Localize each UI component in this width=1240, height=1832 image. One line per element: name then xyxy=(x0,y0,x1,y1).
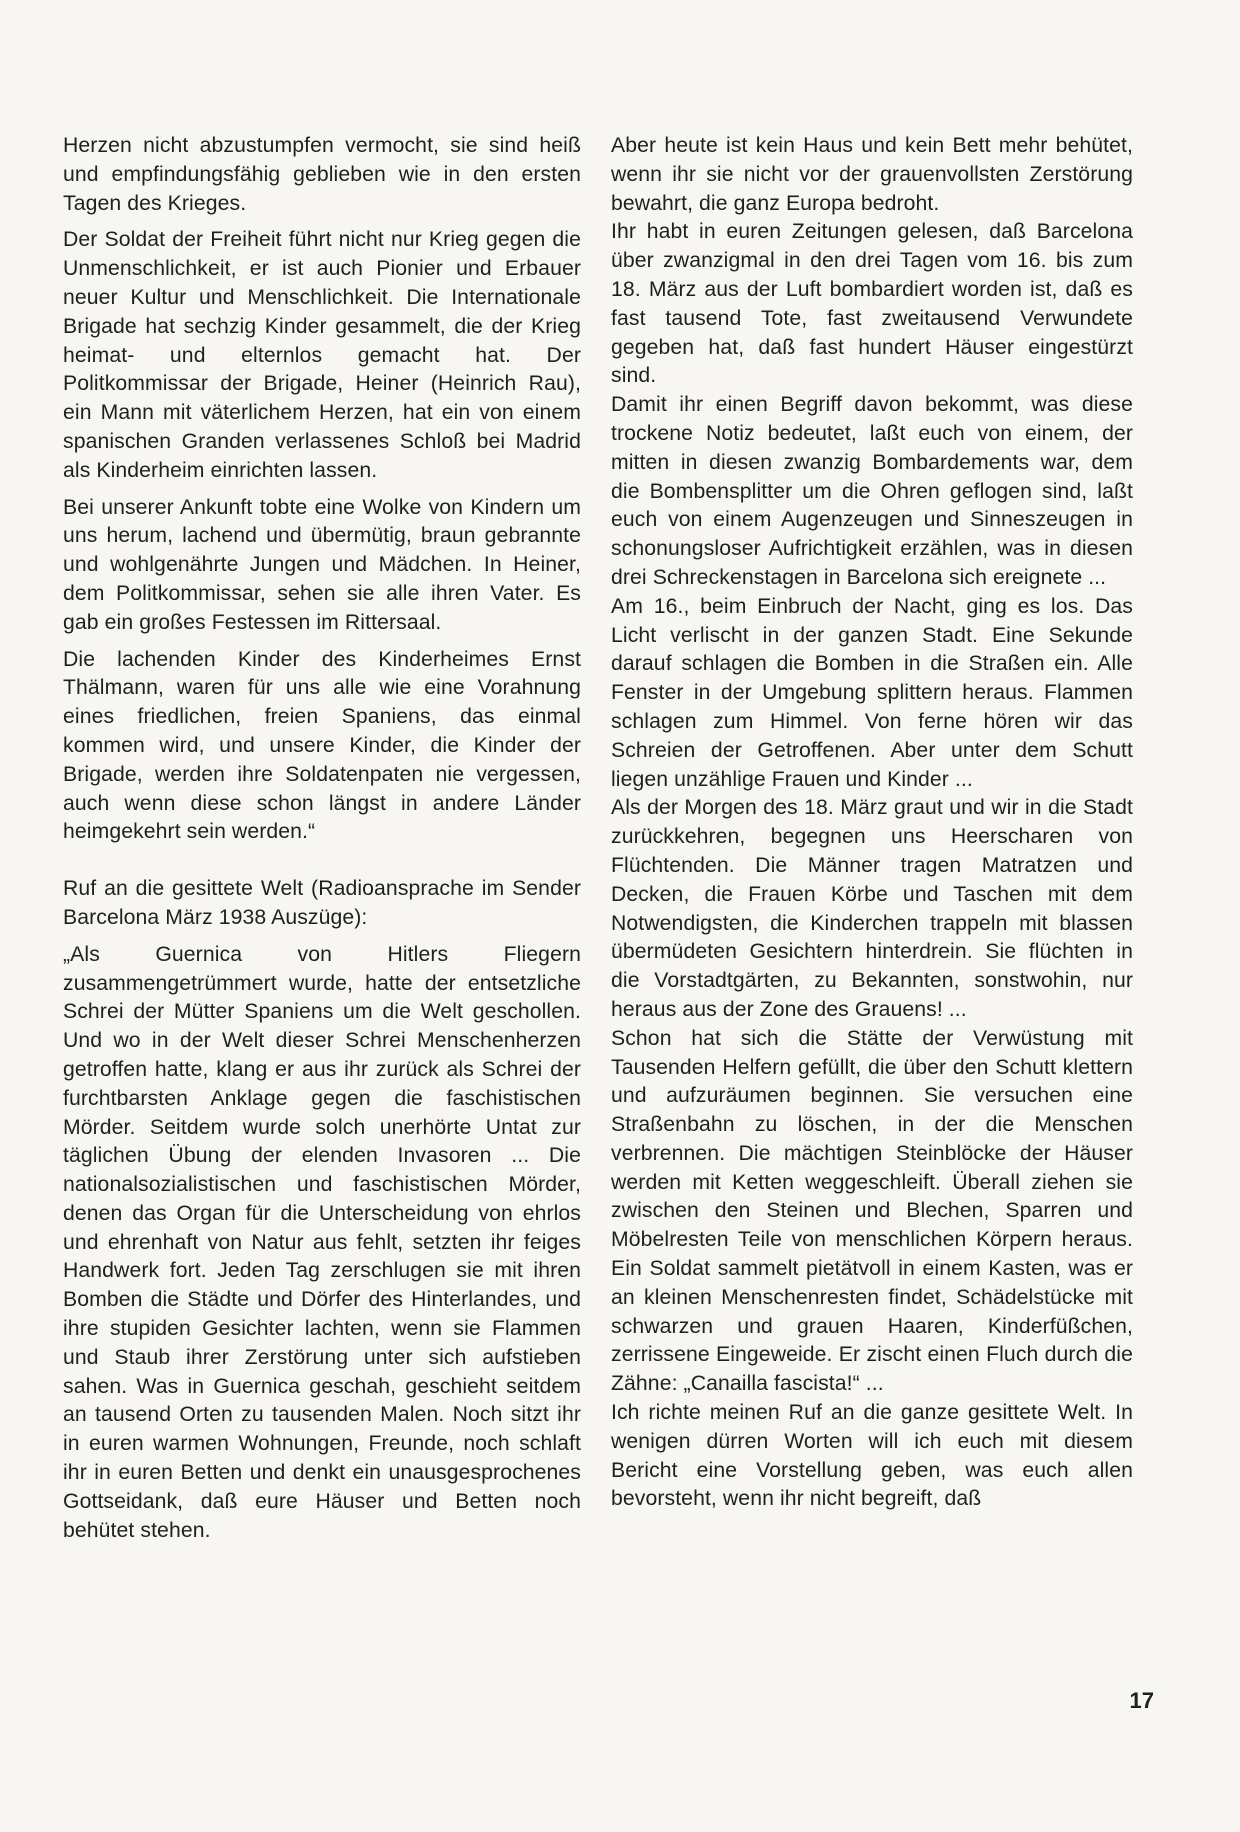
left-column xyxy=(63,132,581,1545)
paragraph: „Als Guernica von Hitlers Fliegern zusammengetrümmert wurde, hatte der entsetzliche Schrei der Mütter Spaniens um die Welt geschollen. Und wo in der Welt dieser Schrei Menschenherzen getroffen hatte, klang er aus ihr zurück als Schrei der furchtbarsten Anklage gegen die faschistischen Mörder. Seitdem wurde solch unerhörte Untat zur täglichen Übung der elenden Invasoren ... Die nationalsozialistischen und faschistischen Mörder, denen das Organ für die Unterscheidung von ehrlos und ehrenhaft von Natur aus fehlt, setzten ihr feiges Handwerk fort. Jeden Tag zerschlugen sie mit ihren Bomben die Städte und Dörfer des Hinterlandes, und ihre stupiden Gesichter lachten, wenn sie Flammen und Staub ihrer Zerstörung unter sich aufstieben sahen. Was in Guernica geschah, geschieht seitdem an tausend Orten zu tausenden Malen. Noch sitzt ihr in euren warmen Wohnungen, Freunde, noch schlaft ihr in euren Betten und denkt ein unausgesprochenes Gottseidank, daß eure Häuser und Betten noch behütet stehen. xyxy=(63,942,581,1542)
paragraph: Herzen nicht abzustumpfen vermocht, sie sind heiß und empfindungsfähig geblieben wie in den ersten Tagen des Krieges. xyxy=(63,134,581,215)
paragraph: Die lachenden Kinder des Kinderheimes Ernst Thälmann, waren für uns alle wie eine Vorahnung eines friedlichen, freien Spaniens, das einmal kommen wird, und unsere Kinder, die Kinder der Brigade, werden ihre Soldatenpaten nie vergessen, auch wenn diese schon längst in andere Länder heimgekehrt sein werden.“ xyxy=(63,647,581,844)
paragraph: Ihr habt in euren Zeitungen gelesen, daß Barcelona über zwanzigmal in den drei Tagen vom 16. bis zum 18. März aus der Luft bombardiert worden ist, daß es fast tausend Tote, fast zweitausend Verwundete gegeben hat, daß fast hundert Häuser eingestürzt sind. xyxy=(611,220,1133,388)
paragraph: Damit ihr einen Begriff davon bekommt, was diese trockene Notiz bedeutet, laßt euch von einem, der mitten in diesen zwanzig Bombardements war, dem die Bombensplitter um die Ohren geflogen sind, laßt euch von einem Augenzeugen und Sinneszeugen in schonungsloser Aufrichtigkeit erzählen, was in diesen drei Schreckenstagen in Barcelona sich ereignete ... xyxy=(611,393,1133,589)
paragraph: Der Soldat der Freiheit führt nicht nur Krieg gegen die Unmenschlichkeit, er ist auch Pionier und Erbauer neuer Kultur und Menschlichkeit. Die Internationale Brigade hat sechzig Kinder gesammelt, die der Krieg heimat- und elternlos gemacht hat. Der Politkommissar der Brigade, Heiner (Heinrich Rau), ein Mann mit väterlichem Herzen, hat ein von einem spanischen Granden verlassenes Schloß bei Madrid als Kinderheim einrichten lassen. xyxy=(63,228,581,482)
page-number: 17 xyxy=(1129,1688,1154,1713)
paragraph: Am 16., beim Einbruch der Nacht, ging es los. Das Licht verlischt in der ganzen Stadt. Eine Sekunde darauf schlagen die Bomben in die Straßen ein. Alle Fenster in der Umgebung splittern heraus. Flammen schlagen zum Himmel. Von ferne hören wir das Schreien der Getroffenen. Aber unter dem Schutt liegen unzählige Frauen und Kinder ... xyxy=(611,594,1133,791)
section-heading: Ruf an die gesittete Welt (Radioansprache im Sender Barcelona März 1938 Auszüge): xyxy=(63,877,581,929)
paragraph: Schon hat sich die Stätte der Verwüstung mit Tausenden Helfern gefüllt, die über den Schutt klettern und aufzuräumen beginnen. Sie versuchen eine Straßenbahn zu löschen, in der die Menschen verbrennen. Die mächtigen Steinblöcke der Häuser werden mit Ketten weggeschleift. Überall ziehen sie zwischen den Steinen und Blechen, Sparren und Möbelresten Teile von menschlichen Körpern heraus. Ein Soldat sammelt pietätvoll in einem Kasten, was er an kleinen Menschenresten findet, Schädelstücke mit schwarzen und grauen Haaren, Kinderfüßchen, zerrissene Eingeweide. Er zischt einen Fluch durch die Zähne: „Canailla fascista!“ ... xyxy=(611,1026,1133,1396)
paragraph: Aber heute ist kein Haus und kein Bett mehr behütet, wenn ihr sie nicht vor der grauenvollsten Zerstörung bewahrt, die ganz Europa bedroht. xyxy=(611,134,1133,215)
paragraph: Bei unserer Ankunft tobte eine Wolke von Kindern um uns herum, lachend und übermütig, braun gebrannte und wohlgenährte Jungen und Mädchen. In Heiner, dem Politkommissar, sehen sie alle ihren Vater. Es gab ein großes Festessen im Rittersaal. xyxy=(63,495,581,634)
paragraph: Ich richte meinen Ruf an die ganze gesittete Welt. In wenigen dürren Worten will ich euch mit diesem Bericht eine Vorstellung geben, was euch allen bevorsteht, wenn ihr nicht begreift, daß xyxy=(611,1401,1133,1511)
paragraph: Als der Morgen des 18. März graut und wir in die Stadt zurückkehren, begegnen uns Heerscharen von Flüchtenden. Die Männer tragen Matratzen und Decken, die Frauen Körbe und Taschen mit dem Notwendigsten, die Kinderchen trappeln mit blassen übermüdeten Gesichtern hinterdrein. Sie flüchten in die Vorstadtgärten, zu Bekannten, sonstwohin, nur heraus aus der Zone des Grauens! ... xyxy=(611,796,1133,1021)
right-column xyxy=(611,132,1133,1514)
